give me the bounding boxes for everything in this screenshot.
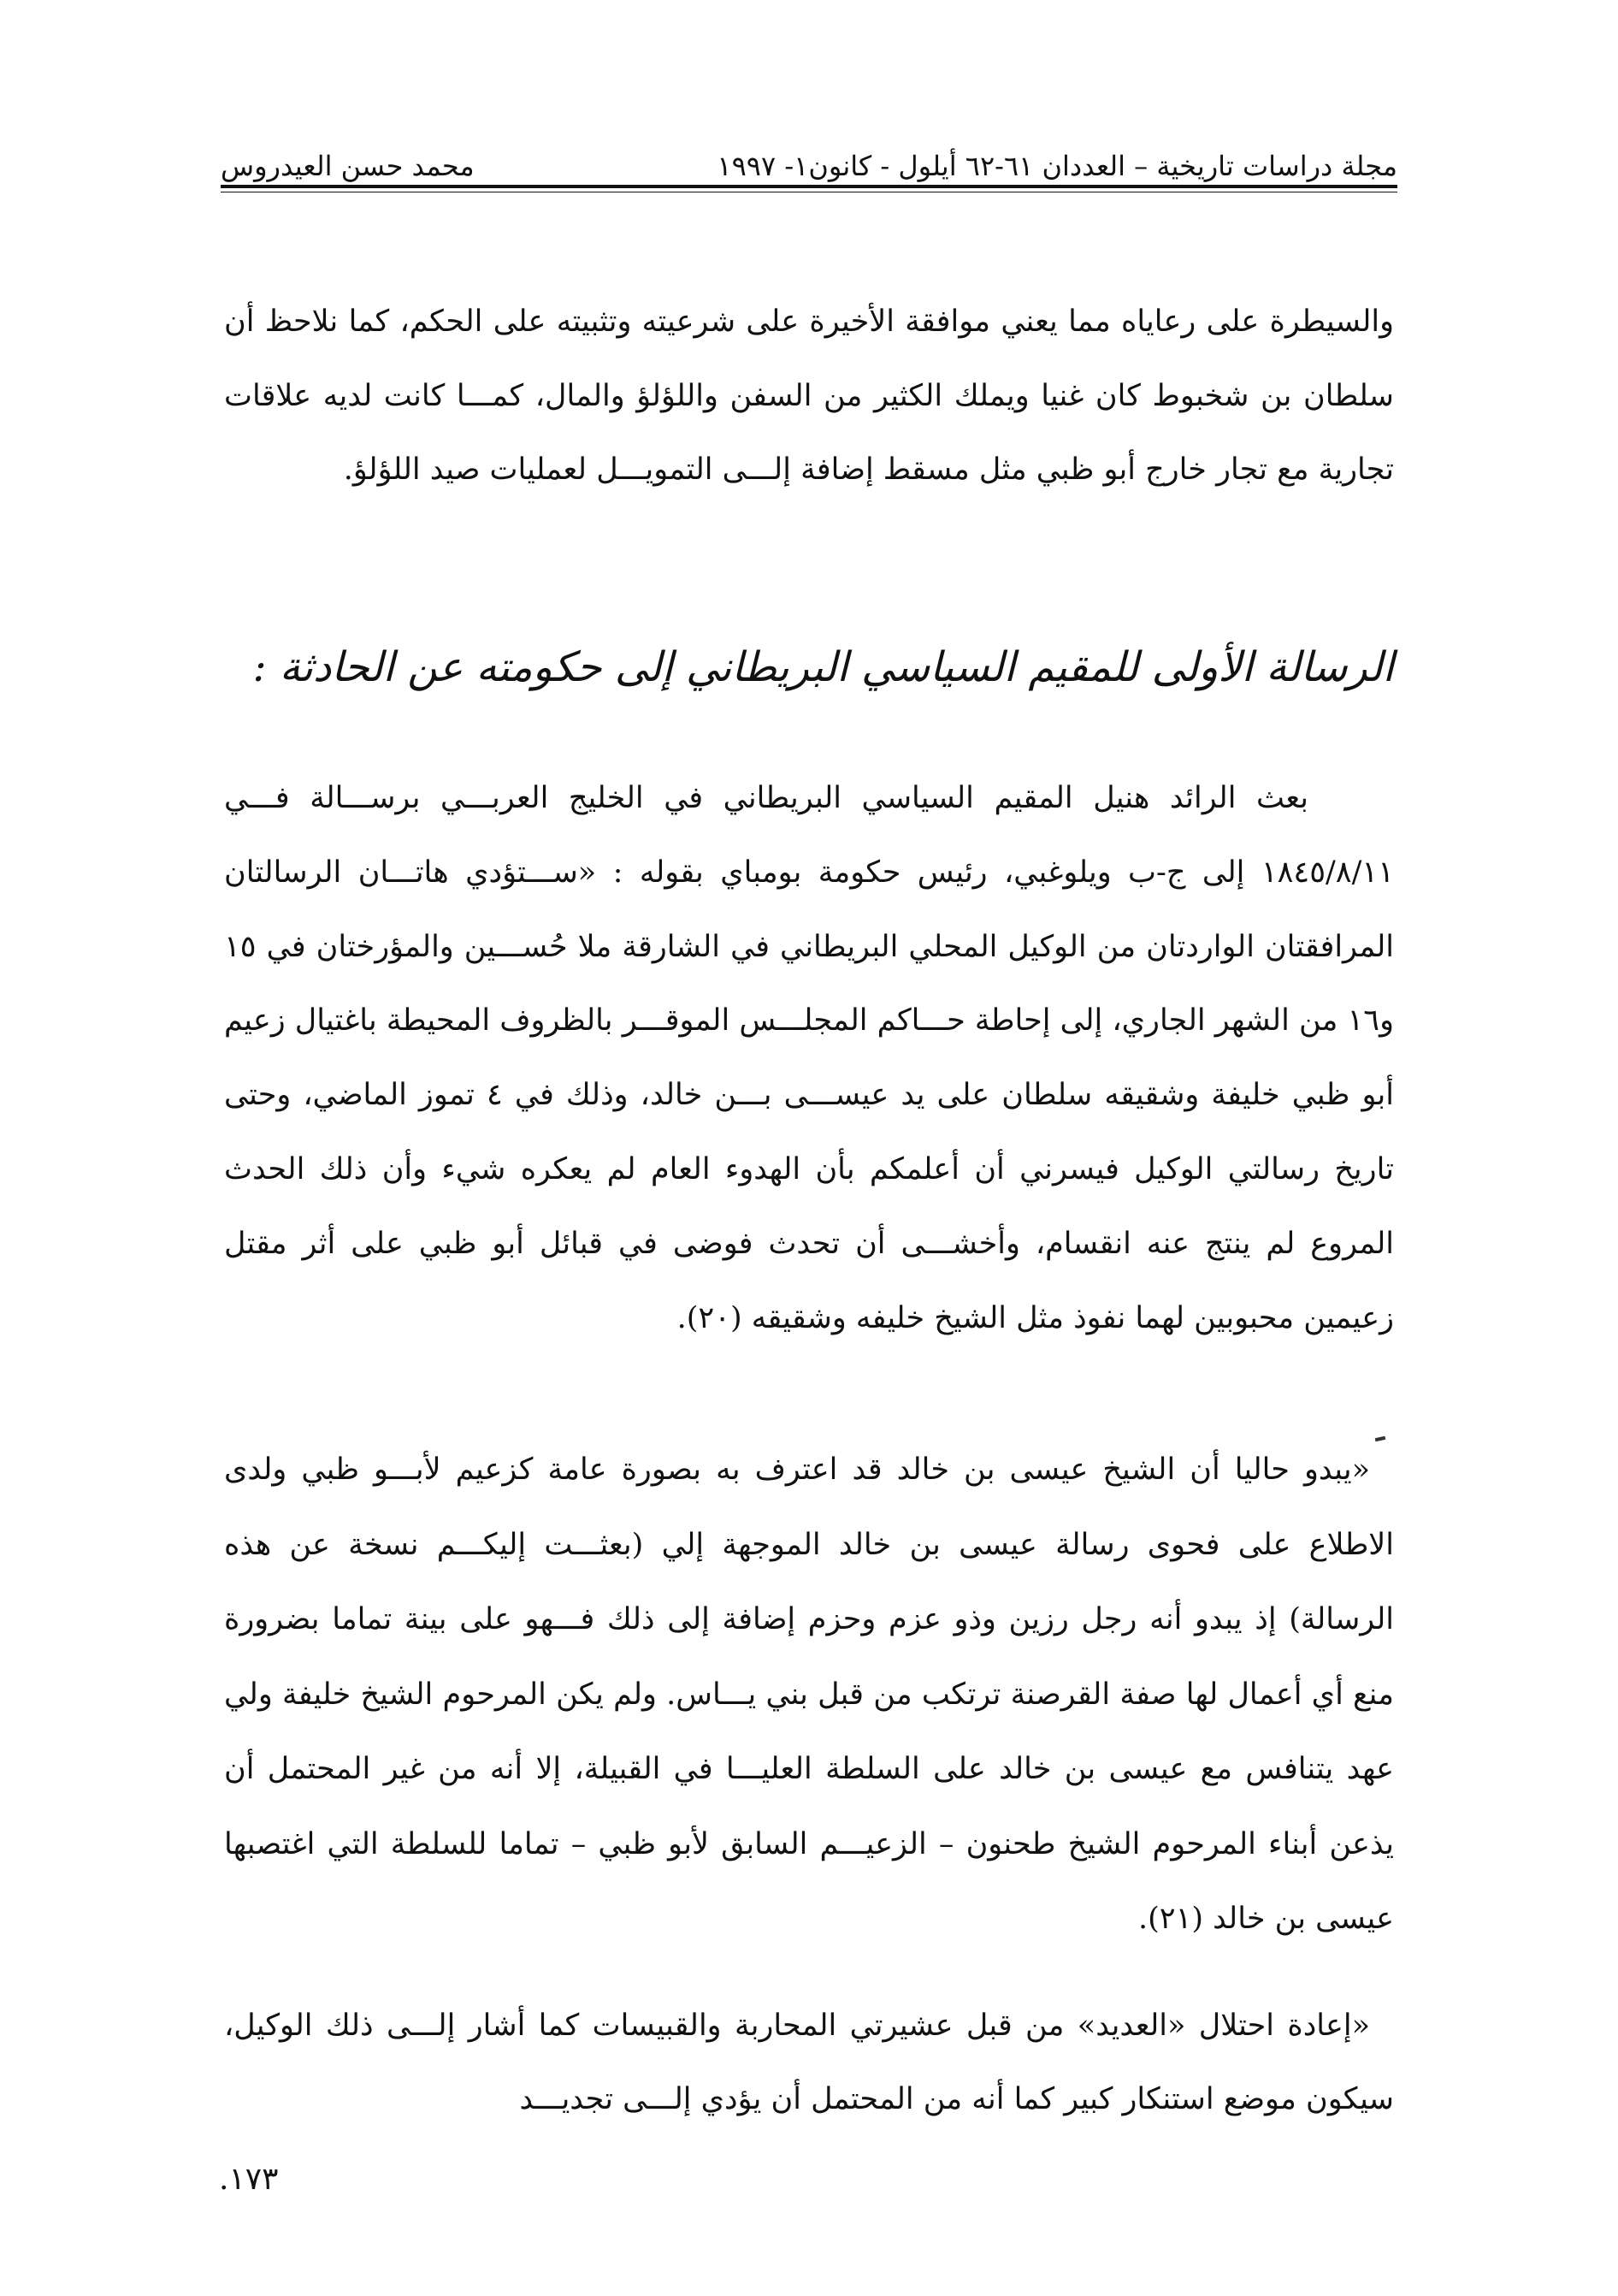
- journal-title: مجلة دراسات تاريخية – العددان ٦١-٦٢ أيلول - كانون١- ١٩٩٧: [717, 150, 1397, 182]
- intro-paragraph: والسيطرة على رعاياه مما يعني موافقة الأخيرة على شرعيته وتثبيته على الحكم، كما نلاحظ أن سلطان بن شخبوط كان غنيا ويملك الكثير من السفن واللؤلؤ والمال، كمـــا كانت لديه علاقات تجارية مع تجار خارج أبو ظبي مثل مسقط إضافة إلـــى التمويـــل لعمليات صيد اللؤلؤ.: [224, 305, 1394, 487]
- author-name: محمد حسن العيدروس: [221, 150, 475, 182]
- quote-paragraph-2: «إعادة احتلال «العديد» من قبل عشيرتي المحاربة والقبيسات كما أشار إلـــى ذلك الوكيل، سيكون موضع استنكار كبير كما أنه من المحتمل أن يؤدي إلـــى تجديـــد: [224, 2009, 1394, 2116]
- section-heading: الرسالة الأولى للمقيم السياسي البريطاني إلى حكومته عن الحادثة :: [252, 643, 1394, 691]
- header-rule-thick: [221, 185, 1397, 188]
- page-number: ١٧٣.: [219, 2162, 279, 2197]
- quote-paragraph-1: «يبدو حاليا أن الشيخ عيسى بن خالد قد اعترف به بصورة عامة كزعيم لأبـــو ظبي ولدى الاطلاع على فحوى رسالة عيسى بن خالد الموجهة إلي (بعثـــت إليكـــم نسخة عن هذه الرسالة) إذ يبدو أنه رجل رزين وذو عزم وحزم إضافة إلى ذلك فـــهو على بينة تماما بضرورة منع أي أعمال لها صفة القرصنة ترتكب من قبل بني يـــاس. ولم يكن المرحوم الشيخ خليفة ولي عهد يتنافس مع عيسى بن خالد على السلطة العليـــا في القبيلة، إلا أنه من غير المحتمل أن يذعن أبناء المرحوم الشيخ طحنون – الزعيـــم السابق لأبو ظبي – تماما للسلطة التي اغتصبها عيسى بن خالد (٢١).: [224, 1453, 1394, 1936]
- running-header: [221, 128, 1397, 180]
- letter-paragraph: بعث الرائد هنيل المقيم السياسي البريطاني في الخليج العربـــي برســـالة فـــي ١٨٤٥/٨/١١ إلى ج-ب ويلوغبي، رئيس حكومة بومباي بقوله : «ســـتؤدي هاتـــان الرسالتان المرافقتان الواردتان من الوكيل المحلي البريطاني في الشارقة ملا حُســـين والمؤرختان في ١٥ و١٦ من الشهر الجاري، إلى إحاطة حـــاكم المجلـــس الموقـــر بالظروف المحيطة باغتيال زعيم أبو ظبي خليفة وشقيقه سلطان على يد عيســـى بـــن خالد، وذلك في ٤ تموز الماضي، وحتى تاريخ رسالتي الوكيل فيسرني أن أعلمكم بأن الهدوء العام لم يعكره شيء وأن ذلك الحدث المروع لم ينتج عنه انقسام، وأخشـــى أن تحدث فوضى في قبائل أبو ظبي على أثر مقتل زعيمين محبوبين لهما نفوذ مثل الشيخ خليفه وشقيقه (٢٠).: [224, 781, 1394, 1335]
